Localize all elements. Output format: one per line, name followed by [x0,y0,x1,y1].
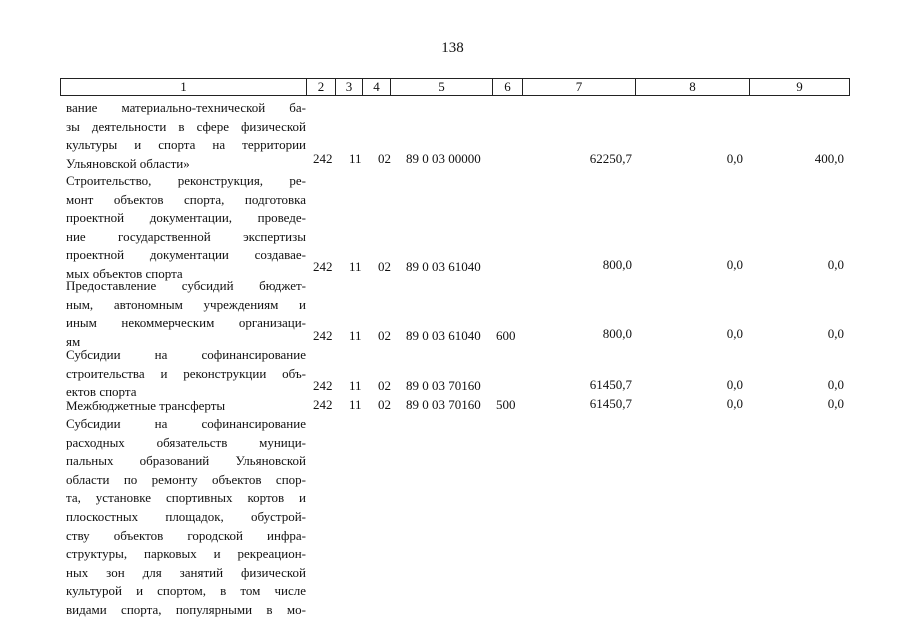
col-2-value: 242 [313,151,333,166]
col-4-value: 02 [378,328,391,343]
header-col-4: 4 [363,79,391,95]
col-5-value: 89 0 03 70160 [406,378,481,393]
desc-line: монт объектов спорта, подготовка [66,191,306,207]
desc-line: плоскостных площадок, обустрой- [66,508,306,524]
row-description [66,397,306,416]
desc-line: структуры, парковых и рекреацион- [66,546,306,562]
col-3-value: 11 [349,378,362,393]
desc-line: области по ремонту объектов спор- [66,471,306,487]
desc-line: ектов спорта [66,384,137,400]
col-4-value: 02 [378,397,391,412]
desc-line: строительства и реконструкции объ- [66,365,306,381]
col-3-value: 11 [349,259,362,274]
col-8-value: 0,0 [726,257,743,272]
col-8-value: 0,0 [726,326,743,341]
col-9-value: 0,0 [827,396,844,411]
table-header [60,78,850,96]
desc-line: та, установке спортивных кортов и [66,490,306,506]
col-2-value: 242 [313,378,333,393]
col-9-value: 0,0 [827,257,844,272]
col-9-value: 0,0 [827,377,844,392]
header-col-2: 2 [307,79,336,95]
row-description [66,172,306,284]
col-9-value: 0,0 [827,326,844,341]
page-number: 138 [441,40,464,56]
header-col-3: 3 [336,79,363,95]
row-description [66,99,306,173]
col-4-value: 02 [378,151,391,166]
col-8-value: 0,0 [726,377,743,392]
col-7-value: 800,0 [602,257,632,272]
col-4-value: 02 [378,259,391,274]
header-col-9: 9 [796,79,803,94]
col-5-value: 89 0 03 00000 [406,151,481,166]
col-6-value: 600 [496,328,516,343]
desc-line: ям [66,333,81,349]
desc-line: вание материально-технической ба- [66,100,306,115]
col-8-value: 0,0 [726,151,743,166]
row-description [66,277,306,351]
col-5-value: 89 0 03 70160 [406,397,481,412]
desc-line: ству объектов городской инфра- [66,527,306,543]
col-9-value: 400,0 [814,151,844,166]
desc-line: проектной документации, проведе- [66,210,306,226]
header-col-8: 8 [636,79,750,95]
col-5-value: 89 0 03 61040 [406,328,481,343]
desc-line: Строительство, реконструкция, ре- [66,173,306,188]
header-col-1: 1 [61,79,307,95]
desc-line: пальных образований Ульяновской [66,453,306,469]
col-2-value: 242 [313,397,333,412]
desc-line: ние государственной экспертизы [66,228,306,244]
col-8-value: 0,0 [726,396,743,411]
desc-line: Предоставление субсидий бюджет- [66,278,306,293]
col-3-value: 11 [349,328,362,343]
col-6-value: 500 [496,397,516,412]
col-7-value: 61450,7 [589,377,632,392]
desc-line: Субсидии на софинансирование [66,416,306,431]
desc-line: ных зон для занятий физической [66,564,306,580]
desc-line: Ульяновской области» [66,155,190,171]
col-4-value: 02 [378,378,391,393]
desc-line: мых объектов спорта [66,265,183,281]
col-3-value: 11 [349,397,362,412]
desc-line: видами спорта, популярными в мо- [66,601,306,617]
col-2-value: 242 [313,328,333,343]
desc-line: ным, автономным учреждениям и [66,296,306,312]
col-7-value: 62250,7 [589,151,632,166]
header-col-7: 7 [523,79,636,95]
desc-line: проектной документации создавае- [66,247,306,263]
col-3-value: 11 [349,151,362,166]
header-col-5: 5 [391,79,493,95]
desc-line: культуры и спорта на территории [66,137,306,153]
desc-line: Субсидии на софинансирование [66,347,306,362]
row-description [66,346,306,402]
col-2-value: 242 [313,259,333,274]
header-col-6: 6 [493,79,523,95]
desc-line: культурой и спортом, в том числе [66,583,306,599]
desc-line: иным некоммерческим организаци- [66,315,306,331]
row-description [66,415,306,620]
col-5-value: 89 0 03 61040 [406,259,481,274]
col-7-value: 800,0 [602,326,632,341]
desc-line: Межбюджетные трансферты [66,398,226,413]
desc-line: зы деятельности в сфере физической [66,118,306,134]
desc-line: расходных обязательств муници- [66,434,306,450]
col-7-value: 61450,7 [589,396,632,411]
